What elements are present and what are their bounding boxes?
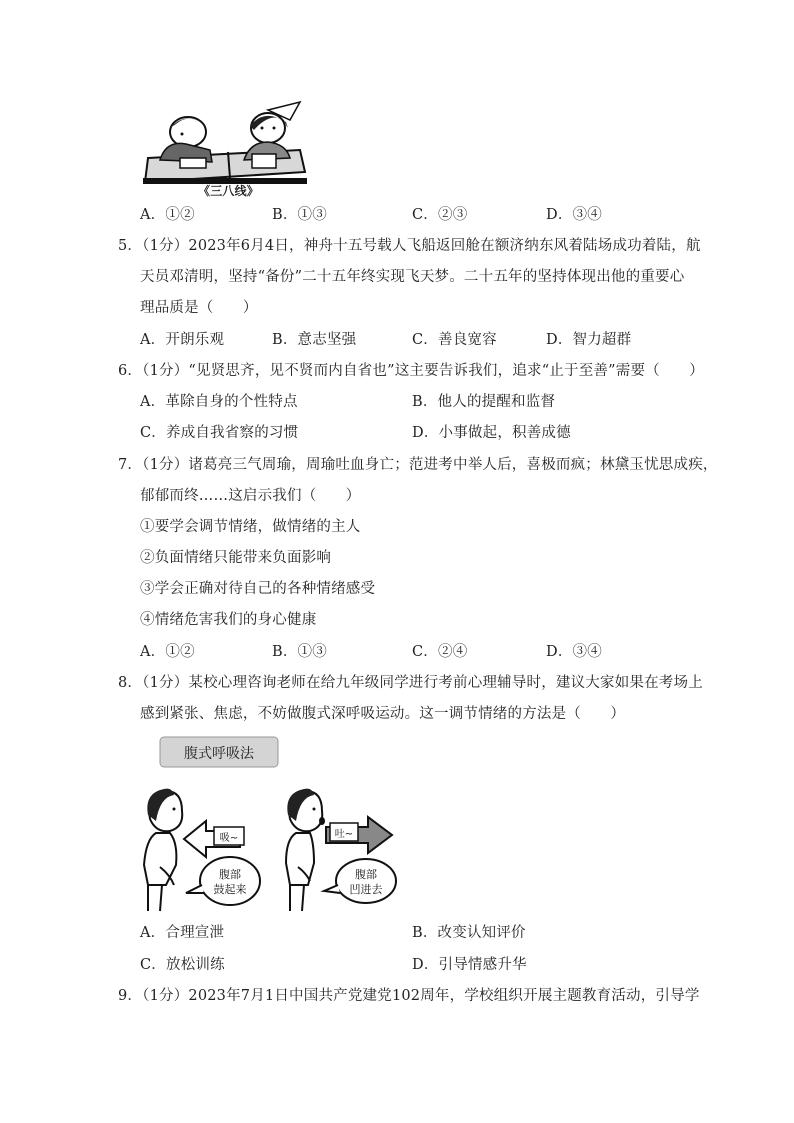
q4-option-c[interactable]: C．②③ xyxy=(412,207,468,223)
q5-stem-line1: 5．（1分）2023年6月4日，神舟十五号载人飞船返回舱在额济纳东风着陆场成功着陆，航 xyxy=(118,238,701,254)
q6-option-c[interactable]: C．养成自我省察的习惯 xyxy=(140,425,299,441)
q6-option-b[interactable]: B．他人的提醒和监督 xyxy=(412,394,556,410)
q5-stem-line2: 天员邓清明，坚持“备份”二十五年终实现飞天梦。二十五年的坚持体现出他的重要心 xyxy=(140,269,685,285)
q7-item-2: ②负面情绪只能带来负面影响 xyxy=(140,550,332,566)
q8-stem-line2: 感到紧张、焦虑，不妨做腹式深呼吸运动。这一调节情绪的方法是（ ） xyxy=(140,706,626,722)
q8-bubble2-line2: 凹进去 xyxy=(349,883,383,896)
q8-bubble1-line2: 鼓起来 xyxy=(213,883,247,896)
q5-option-c[interactable]: C．善良宽容 xyxy=(412,332,497,348)
q7-stem-line2: 郁郁而终……这启示我们（ ） xyxy=(140,488,361,504)
q8-stem-line1: 8．（1分）某校心理咨询老师在给九年级同学进行考前心理辅导时，建议大家如果在考场上 xyxy=(118,675,703,691)
q5-option-a[interactable]: A．开朗乐观 xyxy=(140,332,225,348)
q7-option-a[interactable]: A．①② xyxy=(140,644,195,660)
q8-figure-title: 腹式呼吸法 xyxy=(184,746,254,762)
q5-option-d[interactable]: D．智力超群 xyxy=(546,332,632,348)
q8-option-c[interactable]: C．放松训练 xyxy=(140,957,225,973)
q4-option-d[interactable]: D．③④ xyxy=(546,207,602,223)
q6-option-d[interactable]: D．小事做起，积善成德 xyxy=(412,425,571,441)
q5-option-b[interactable]: B．意志坚强 xyxy=(272,332,357,348)
q8-inhale-label: 吸~ xyxy=(219,833,239,844)
q7-option-b[interactable]: B．①③ xyxy=(272,644,327,660)
q8-breathing-figure xyxy=(130,735,420,915)
q5-stem-line3: 理品质是（ ） xyxy=(140,300,258,316)
q8-option-b[interactable]: B．改变认知评价 xyxy=(412,925,526,941)
q7-item-3: ③学会正确对待自己的各种情绪感受 xyxy=(140,581,376,597)
q7-item-4: ④情绪危害我们的身心健康 xyxy=(140,612,317,628)
q4-caption: 《三八线》 xyxy=(198,184,260,198)
q7-stem-line1: 7．（1分）诸葛亮三气周瑜，周瑜吐血身亡；范进考中举人后，喜极而疯；林黛玉忧思成疾， xyxy=(118,457,718,473)
q4-option-b[interactable]: B．①③ xyxy=(272,207,327,223)
q6-option-a[interactable]: A．革除自身的个性特点 xyxy=(140,394,298,410)
q7-item-1: ①要学会调节情绪，做情绪的主人 xyxy=(140,519,361,535)
q6-stem-line1: 6．（1分）“见贤思齐，见不贤而内自省也”这主要告诉我们，追求“止于至善”需要（ ） xyxy=(118,363,704,379)
q8-option-d[interactable]: D．引导情感升华 xyxy=(412,957,527,973)
q8-bubble1-line1: 腹部 xyxy=(219,868,241,881)
q4-option-a[interactable]: A．①② xyxy=(140,207,195,223)
q8-option-a[interactable]: A．合理宣泄 xyxy=(140,925,225,941)
q7-option-d[interactable]: D．③④ xyxy=(546,644,602,660)
q9-stem-line1: 9．（1分）2023年7月1日中国共产党建党102周年，学校组织开展主题教育活动，引导学 xyxy=(118,988,700,1004)
q8-exhale-label: 吐~ xyxy=(334,829,354,840)
q7-option-c[interactable]: C．②④ xyxy=(412,644,468,660)
q8-bubble2-line1: 腹部 xyxy=(355,868,377,881)
